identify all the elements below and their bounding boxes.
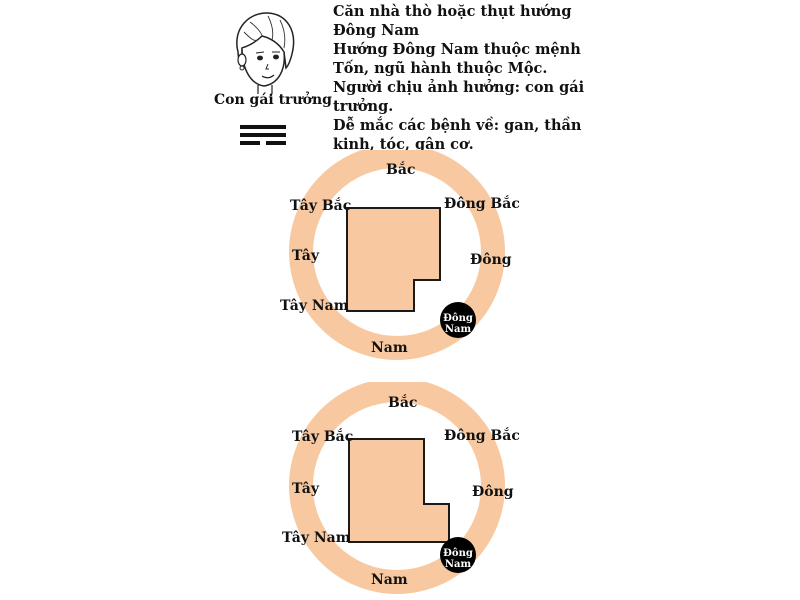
label-east: Đông [470,252,512,268]
house-shape [349,439,449,542]
compass-diagram-1 [0,150,800,375]
description-line-4: Dễ mắc các bệnh về: gan, thần kinh, tóc, gân cơ. [333,117,582,153]
label-south: Nam [371,340,408,356]
label-southwest: Tây Nam [282,530,351,546]
label-west: Tây [292,481,319,497]
label-west: Tây [292,248,319,264]
house-shape [347,208,440,311]
label-south: Nam [371,572,408,588]
description-line-3: Người chịu ảnh hưởng: con gái trưởng. [333,79,585,115]
description [333,2,608,154]
label-southeast-top: Đông [443,548,473,559]
label-north: Bắc [388,395,418,411]
label-northeast: Đông Bắc [444,428,520,444]
label-northwest: Tây Bắc [290,198,352,214]
label-northwest: Tây Bắc [292,429,354,445]
label-southeast-bottom: Nam [444,559,472,570]
description-line-1: Căn nhà thò hoặc thụt hướng Đông Nam [333,3,572,39]
header [0,0,800,153]
label-northeast: Đông Bắc [444,196,520,212]
label-east: Đông [472,484,514,500]
ton-trigram-icon [238,124,288,148]
label-southwest: Tây Nam [280,298,349,314]
label-southeast-bottom: Nam [444,324,472,335]
label-southeast-top: Đông [443,313,473,324]
compass-diagram-2 [0,382,800,600]
label-north: Bắc [386,162,416,178]
girl-face-icon [228,8,300,94]
person-caption: Con gái trưởng [214,92,332,108]
description-line-2: Hướng Đông Nam thuộc mệnh Tốn, ngũ hành thuộc Mộc. [333,41,581,77]
